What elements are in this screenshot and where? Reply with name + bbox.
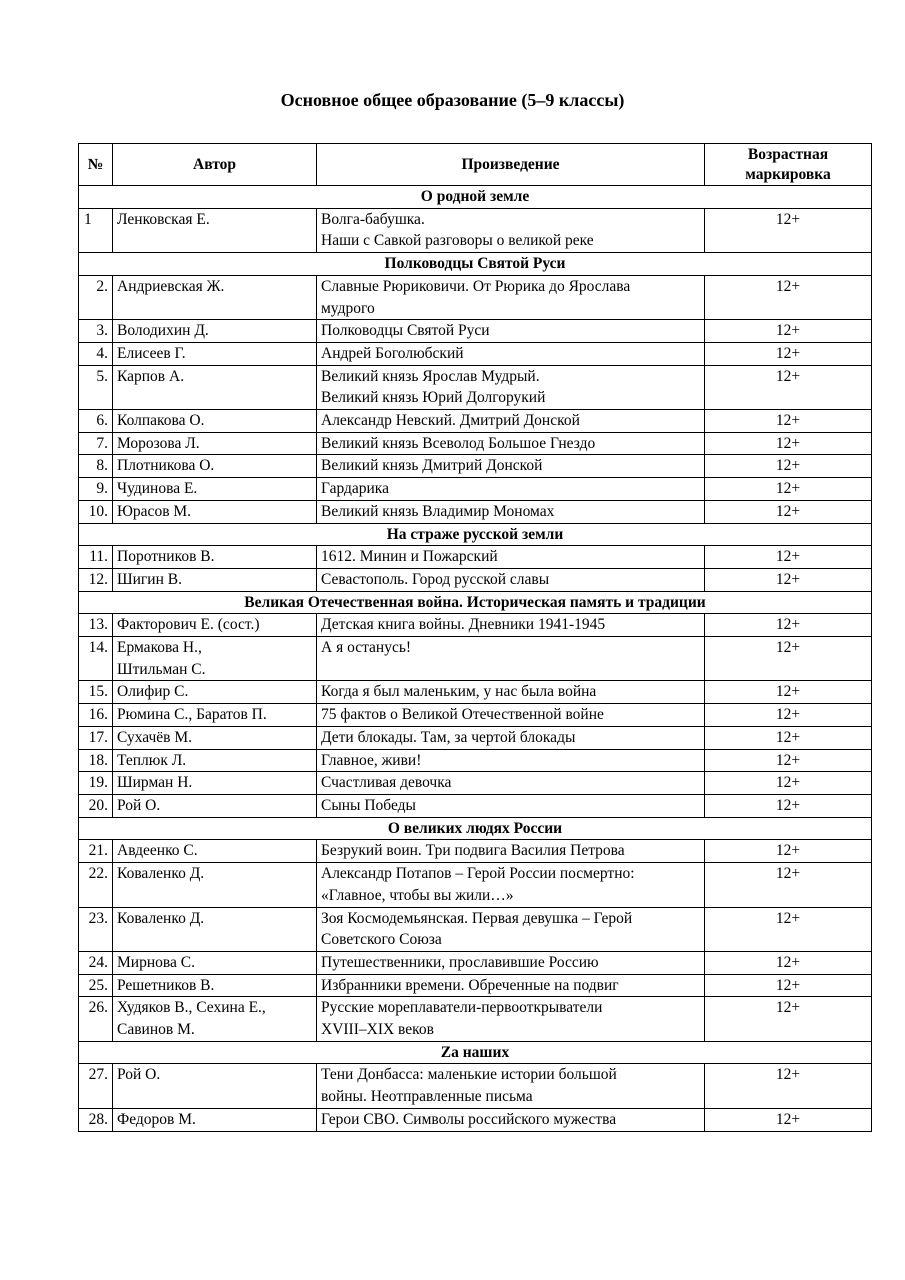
work-cell xyxy=(317,320,705,343)
age-rating: 12+ xyxy=(705,1064,872,1108)
author-cell xyxy=(113,410,317,433)
work-line: Русские мореплаватели-первооткрыватели xyxy=(321,999,603,1017)
work-cell xyxy=(317,500,705,523)
author-cell xyxy=(113,997,317,1041)
table-row xyxy=(79,637,872,681)
table-row xyxy=(79,614,872,637)
author-line: Юрасов М. xyxy=(117,502,192,520)
header-age xyxy=(705,144,872,186)
work-cell xyxy=(317,208,705,252)
work-cell xyxy=(317,794,705,817)
age-rating: 12+ xyxy=(705,500,872,523)
work-line: «Главное, чтобы вы жили…» xyxy=(321,886,514,904)
work-line: Славные Рюриковичи. От Рюрика до Ярослава xyxy=(321,277,631,295)
work-line: Когда я был маленьким, у нас была война xyxy=(321,683,597,701)
row-number: 16. xyxy=(79,704,113,727)
table-row xyxy=(79,1064,872,1108)
section-title: Великая Отечественная война. Историческая память и традиции xyxy=(79,591,872,614)
work-cell xyxy=(317,1064,705,1108)
table-row xyxy=(79,208,872,252)
work-line: Великий князь Дмитрий Донской xyxy=(321,457,543,475)
author-line: Колпакова О. xyxy=(117,412,205,430)
row-number: 25. xyxy=(79,974,113,997)
age-rating: 12+ xyxy=(705,546,872,569)
age-rating: 12+ xyxy=(705,704,872,727)
author-line: Савинов М. xyxy=(117,1021,195,1039)
section-title: О родной земле xyxy=(79,186,872,209)
work-cell xyxy=(317,951,705,974)
row-number: 26. xyxy=(79,997,113,1041)
age-rating: 12+ xyxy=(705,997,872,1041)
table-row xyxy=(79,455,872,478)
age-rating: 12+ xyxy=(705,681,872,704)
author-cell xyxy=(113,342,317,365)
table-row xyxy=(79,546,872,569)
table-row xyxy=(79,568,872,591)
work-line: Зоя Космодемьянская. Первая девушка – Герой xyxy=(321,909,633,927)
table-row xyxy=(79,681,872,704)
age-rating: 12+ xyxy=(705,749,872,772)
work-cell xyxy=(317,568,705,591)
row-number: 23. xyxy=(79,907,113,951)
work-line: Волга-бабушка. xyxy=(321,210,425,228)
work-cell xyxy=(317,997,705,1041)
table-row xyxy=(79,500,872,523)
author-line: Рой О. xyxy=(117,796,161,814)
table-row xyxy=(79,772,872,795)
author-line: Решетников В. xyxy=(117,976,215,994)
row-number: 9. xyxy=(79,478,113,501)
table-row xyxy=(79,863,872,907)
author-cell xyxy=(113,794,317,817)
author-line: Рюмина С., Баратов П. xyxy=(117,706,267,724)
author-cell xyxy=(113,840,317,863)
row-number: 13. xyxy=(79,614,113,637)
age-rating: 12+ xyxy=(705,432,872,455)
table-row xyxy=(79,432,872,455)
author-cell xyxy=(113,208,317,252)
author-line: Штильман С. xyxy=(117,660,206,678)
section-title: О великих людях России xyxy=(79,817,872,840)
author-line: Андриевская Ж. xyxy=(117,277,225,295)
work-cell xyxy=(317,1108,705,1131)
work-cell xyxy=(317,749,705,772)
author-line: Чудинова Е. xyxy=(117,480,198,498)
table-row xyxy=(79,997,872,1041)
author-line: Коваленко Д. xyxy=(117,865,205,883)
age-rating: 12+ xyxy=(705,907,872,951)
author-line: Плотникова О. xyxy=(117,457,215,475)
table-row xyxy=(79,704,872,727)
age-rating: 12+ xyxy=(705,208,872,252)
row-number: 4. xyxy=(79,342,113,365)
author-cell xyxy=(113,455,317,478)
work-line: Гардарика xyxy=(321,480,389,498)
author-cell xyxy=(113,275,317,319)
age-rating: 12+ xyxy=(705,320,872,343)
author-cell xyxy=(113,637,317,681)
work-line: 1612. Минин и Пожарский xyxy=(321,548,498,566)
author-line: Ширман Н. xyxy=(117,774,193,792)
section-row xyxy=(79,817,872,840)
work-cell xyxy=(317,772,705,795)
author-line: Сухачёв М. xyxy=(117,728,193,746)
work-line: Сыны Победы xyxy=(321,796,416,814)
work-line: Путешественники, прославившие Россию xyxy=(321,953,599,971)
work-cell xyxy=(317,681,705,704)
row-number: 2. xyxy=(79,275,113,319)
author-cell xyxy=(113,546,317,569)
table-body xyxy=(79,186,872,1132)
author-cell xyxy=(113,568,317,591)
author-cell xyxy=(113,614,317,637)
work-line: Полководцы Святой Руси xyxy=(321,322,490,340)
work-line: А я останусь! xyxy=(321,639,412,657)
row-number: 11. xyxy=(79,546,113,569)
age-rating: 12+ xyxy=(705,863,872,907)
row-number: 14. xyxy=(79,637,113,681)
author-line: Карпов А. xyxy=(117,367,185,385)
work-line: войны. Неотправленные письма xyxy=(321,1088,533,1106)
work-line: мудрого xyxy=(321,299,375,317)
age-rating: 12+ xyxy=(705,1108,872,1131)
work-line: Безрукий воин. Три подвига Василия Петрова xyxy=(321,842,625,860)
work-cell xyxy=(317,974,705,997)
row-number: 19. xyxy=(79,772,113,795)
author-cell xyxy=(113,951,317,974)
work-line: Великий князь Владимир Мономах xyxy=(321,502,555,520)
table-row xyxy=(79,410,872,433)
row-number: 5. xyxy=(79,365,113,409)
author-line: Федоров М. xyxy=(117,1110,196,1128)
age-rating: 12+ xyxy=(705,794,872,817)
author-cell xyxy=(113,704,317,727)
author-cell xyxy=(113,1064,317,1108)
book-list-table xyxy=(78,143,872,1132)
section-title: Zа наших xyxy=(79,1041,872,1064)
table-row xyxy=(79,840,872,863)
work-line: Александр Невский. Дмитрий Донской xyxy=(321,412,580,430)
work-line: Советского Союза xyxy=(321,931,442,949)
header-author: Автор xyxy=(113,144,317,186)
table-row xyxy=(79,907,872,951)
table-row xyxy=(79,749,872,772)
table-row xyxy=(79,1108,872,1131)
author-line: Рой О. xyxy=(117,1066,161,1084)
author-line: Факторович Е. (сост.) xyxy=(117,616,260,634)
row-number: 12. xyxy=(79,568,113,591)
section-row xyxy=(79,186,872,209)
page-title: Основное общее образование (5–9 классы) xyxy=(280,90,625,110)
table-row xyxy=(79,726,872,749)
work-cell xyxy=(317,726,705,749)
work-cell xyxy=(317,546,705,569)
age-rating: 12+ xyxy=(705,840,872,863)
author-cell xyxy=(113,772,317,795)
row-number: 10. xyxy=(79,500,113,523)
work-cell xyxy=(317,614,705,637)
header-work: Произведение xyxy=(317,144,705,186)
age-rating: 12+ xyxy=(705,637,872,681)
author-line: Теплюк Л. xyxy=(117,751,187,769)
work-cell xyxy=(317,432,705,455)
row-number: 21. xyxy=(79,840,113,863)
row-number: 18. xyxy=(79,749,113,772)
work-line: Счастливая девочка xyxy=(321,774,452,792)
row-number: 24. xyxy=(79,951,113,974)
table-row xyxy=(79,794,872,817)
work-line: Тени Донбасса: маленькие истории большой xyxy=(321,1066,617,1084)
author-cell xyxy=(113,500,317,523)
table-row xyxy=(79,342,872,365)
work-cell xyxy=(317,275,705,319)
table-row xyxy=(79,951,872,974)
work-cell xyxy=(317,410,705,433)
section-row xyxy=(79,253,872,276)
table-row xyxy=(79,365,872,409)
section-title: Полководцы Святой Руси xyxy=(79,253,872,276)
work-line: Детская книга войны. Дневники 1941-1945 xyxy=(321,616,606,634)
age-rating: 12+ xyxy=(705,365,872,409)
author-line: Авдеенко С. xyxy=(117,842,198,860)
author-cell xyxy=(113,1108,317,1131)
row-number: 28. xyxy=(79,1108,113,1131)
work-cell xyxy=(317,704,705,727)
work-line: Александр Потапов – Герой России посмертно: xyxy=(321,865,635,883)
author-line: Коваленко Д. xyxy=(117,909,205,927)
author-line: Володихин Д. xyxy=(117,322,209,340)
author-line: Елисеев Г. xyxy=(117,344,186,362)
row-number: 1 xyxy=(79,208,113,252)
age-rating: 12+ xyxy=(705,455,872,478)
author-line: Худяков В., Сехина Е., xyxy=(117,999,266,1017)
section-row xyxy=(79,1041,872,1064)
author-line: Олифир С. xyxy=(117,683,189,701)
work-cell xyxy=(317,863,705,907)
work-cell xyxy=(317,907,705,951)
work-line: Наши с Савкой разговоры о великой реке xyxy=(321,232,594,250)
work-line: Великий князь Юрий Долгорукий xyxy=(321,389,546,407)
header-age-line1: Возрастная xyxy=(747,145,829,163)
author-line: Ленковская Е. xyxy=(117,210,210,228)
age-rating: 12+ xyxy=(705,726,872,749)
work-cell xyxy=(317,365,705,409)
work-line: Андрей Боголюбский xyxy=(321,344,464,362)
author-line: Мирнова С. xyxy=(117,953,195,971)
header-num: № xyxy=(79,144,113,186)
header-age-line2: маркировка xyxy=(745,165,831,183)
work-line: Дети блокады. Там, за чертой блокады xyxy=(321,728,576,746)
age-rating: 12+ xyxy=(705,342,872,365)
age-rating: 12+ xyxy=(705,478,872,501)
table-row xyxy=(79,478,872,501)
row-number: 20. xyxy=(79,794,113,817)
section-row xyxy=(79,591,872,614)
table-header-row xyxy=(79,144,872,186)
age-rating: 12+ xyxy=(705,614,872,637)
work-cell xyxy=(317,455,705,478)
author-cell xyxy=(113,320,317,343)
author-cell xyxy=(113,974,317,997)
table-row xyxy=(79,320,872,343)
table-row xyxy=(79,974,872,997)
row-number: 27. xyxy=(79,1064,113,1108)
work-line: Главное, живи! xyxy=(321,751,422,769)
row-number: 7. xyxy=(79,432,113,455)
author-cell xyxy=(113,749,317,772)
author-cell xyxy=(113,478,317,501)
age-rating: 12+ xyxy=(705,772,872,795)
age-rating: 12+ xyxy=(705,974,872,997)
author-line: Поротников В. xyxy=(117,548,215,566)
author-cell xyxy=(113,432,317,455)
work-line: Севастополь. Город русской славы xyxy=(321,570,550,588)
section-title: На страже русской земли xyxy=(79,523,872,546)
author-cell xyxy=(113,863,317,907)
row-number: 6. xyxy=(79,410,113,433)
author-cell xyxy=(113,681,317,704)
table-row xyxy=(79,275,872,319)
work-cell xyxy=(317,478,705,501)
work-line: Избранники времени. Обреченные на подвиг xyxy=(321,976,619,994)
row-number: 8. xyxy=(79,455,113,478)
work-line: Герои СВО. Символы российского мужества xyxy=(321,1110,617,1128)
row-number: 22. xyxy=(79,863,113,907)
work-cell xyxy=(317,840,705,863)
age-rating: 12+ xyxy=(705,275,872,319)
age-rating: 12+ xyxy=(705,951,872,974)
author-line: Шигин В. xyxy=(117,570,182,588)
row-number: 17. xyxy=(79,726,113,749)
row-number: 3. xyxy=(79,320,113,343)
author-cell xyxy=(113,907,317,951)
author-cell xyxy=(113,365,317,409)
age-rating: 12+ xyxy=(705,410,872,433)
work-line: Великий князь Всеволод Большое Гнездо xyxy=(321,434,596,452)
author-line: Морозова Л. xyxy=(117,434,200,452)
work-line: 75 фактов о Великой Отечественной войне xyxy=(321,706,604,724)
age-rating: 12+ xyxy=(705,568,872,591)
work-cell xyxy=(317,342,705,365)
work-cell xyxy=(317,637,705,681)
author-line: Ермакова Н., xyxy=(117,639,202,657)
section-row xyxy=(79,523,872,546)
row-number: 15. xyxy=(79,681,113,704)
author-cell xyxy=(113,726,317,749)
work-line: XVIII–XIX веков xyxy=(321,1021,434,1039)
work-line: Великий князь Ярослав Мудрый. xyxy=(321,367,540,385)
